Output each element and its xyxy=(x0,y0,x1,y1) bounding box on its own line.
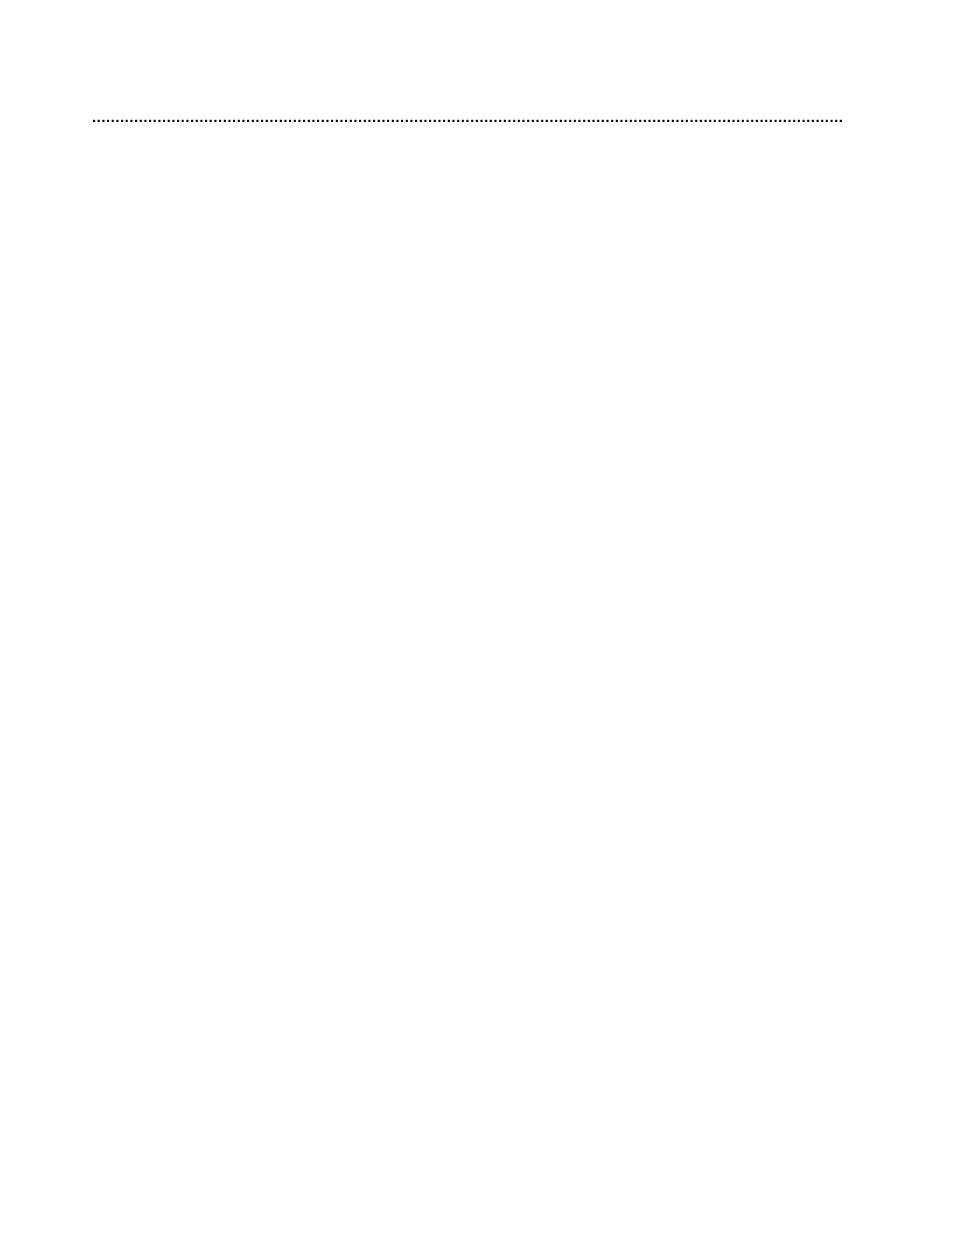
section-heading[interactable] xyxy=(84,101,842,135)
dot-leader xyxy=(92,101,842,135)
table-of-contents xyxy=(84,79,842,137)
